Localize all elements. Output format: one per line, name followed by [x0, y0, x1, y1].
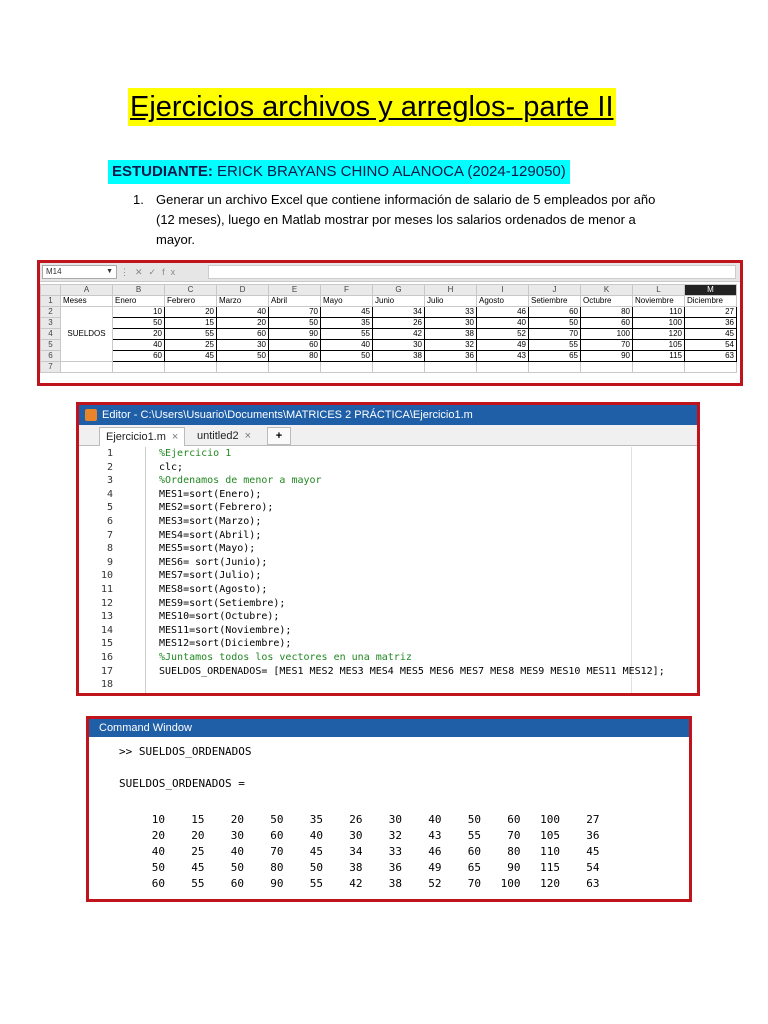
data-cell[interactable]: 120: [633, 329, 685, 340]
cancel-icon[interactable]: ✕: [135, 267, 149, 277]
tab-untitled2[interactable]: [191, 427, 257, 445]
matrix-value: 110: [540, 845, 560, 858]
code-line[interactable]: [79, 488, 697, 502]
code-line[interactable]: [79, 569, 697, 583]
row-number[interactable]: 2: [41, 307, 61, 318]
line-number: 1: [106, 448, 113, 459]
empty-cell[interactable]: [633, 362, 685, 373]
matrix-value: 70: [270, 845, 284, 858]
row-label-cell[interactable]: SUELDOS: [61, 307, 113, 362]
matrix-value: 38: [388, 877, 402, 890]
editor-title: Editor - C:\Users\Usuario\Documents\MATRICES 2 PRÁCTICA\Ejercicio1.m: [102, 409, 473, 421]
header-cell[interactable]: Abril: [269, 296, 321, 307]
matrix-value: 105: [540, 829, 560, 842]
line-number: 3: [106, 475, 113, 487]
data-cell[interactable]: 50: [113, 318, 165, 329]
line-number: 12: [100, 597, 113, 609]
data-cell[interactable]: 50: [321, 351, 373, 362]
name-box-value: M14: [46, 267, 62, 276]
code-text: MES2=sort(Febrero);: [159, 502, 274, 514]
data-cell[interactable]: 40: [321, 340, 373, 351]
editor-titlebar: [79, 405, 697, 425]
matrix-value: 65: [467, 861, 481, 874]
data-cell[interactable]: 27: [685, 307, 737, 318]
code-text: MES3=sort(Marzo);: [159, 516, 262, 527]
more-icon[interactable]: ⋮: [120, 267, 135, 277]
header-cell[interactable]: Marzo: [217, 296, 269, 307]
header-cell[interactable]: Enero: [113, 296, 165, 307]
column-header-d[interactable]: D: [217, 285, 269, 296]
data-cell[interactable]: 30: [217, 340, 269, 351]
data-cell[interactable]: 90: [581, 351, 633, 362]
header-cell[interactable]: Junio: [373, 296, 425, 307]
empty-cell[interactable]: [61, 362, 113, 373]
data-cell[interactable]: 45: [165, 351, 217, 362]
data-cell[interactable]: 20: [217, 318, 269, 329]
code-line[interactable]: [79, 665, 697, 679]
data-cell[interactable]: 45: [685, 329, 737, 340]
empty-cell[interactable]: [165, 362, 217, 373]
table-row: [41, 329, 737, 340]
matrix-value: 55: [309, 877, 323, 890]
result-label: SUELDOS_ORDENADOS =: [119, 777, 245, 790]
data-cell[interactable]: 40: [217, 307, 269, 318]
data-cell[interactable]: 42: [373, 329, 425, 340]
line-number: 5: [106, 502, 113, 514]
matrix-value: 43: [428, 829, 442, 842]
data-cell[interactable]: 49: [477, 340, 529, 351]
data-cell[interactable]: 80: [581, 307, 633, 318]
column-header-h[interactable]: H: [425, 285, 477, 296]
line-number: 18: [100, 679, 113, 691]
add-tab-button[interactable]: +: [267, 427, 291, 445]
column-header-g[interactable]: G: [373, 285, 425, 296]
line-number: 16: [100, 652, 113, 663]
data-cell[interactable]: 70: [581, 340, 633, 351]
code-text: SUELDOS_ORDENADOS= [MES1 MES2 MES3 MES4 MES5 MES6 MES7 MES8 MES9 MES10 MES11 MES12];: [159, 665, 665, 677]
command-prompt: >> SUELDOS_ORDENADOS: [119, 745, 252, 758]
code-text: MES11=sort(Noviembre);: [159, 624, 292, 636]
command-window-title: Command Window: [89, 719, 689, 737]
data-cell[interactable]: 40: [113, 340, 165, 351]
line-number: 4: [106, 488, 113, 500]
matrix-row: [89, 813, 689, 829]
column-header-l[interactable]: L: [633, 285, 685, 296]
data-cell[interactable]: 10: [113, 307, 165, 318]
code-line[interactable]: [79, 447, 697, 461]
matrix-row: [89, 861, 689, 877]
matrix-value: 38: [349, 861, 363, 874]
line-number: 10: [100, 570, 113, 582]
matrix-value: 54: [586, 861, 600, 874]
code-line[interactable]: [79, 583, 697, 597]
empty-cell[interactable]: [217, 362, 269, 373]
matrix-value: 50: [309, 861, 323, 874]
row-number[interactable]: 4: [41, 329, 61, 340]
matrix-value: 34: [349, 845, 363, 858]
code-text: MES10=sort(Octubre);: [159, 611, 280, 623]
matrix-value: 90: [507, 861, 521, 874]
data-cell[interactable]: 60: [581, 318, 633, 329]
student-label: ESTUDIANTE:: [112, 163, 213, 180]
data-cell[interactable]: 80: [269, 351, 321, 362]
code-comment: %Ejercicio 1: [159, 448, 232, 459]
line-number: 17: [100, 665, 113, 677]
matrix-row: [89, 829, 689, 845]
code-text: MES1=sort(Enero);: [159, 488, 262, 500]
data-cell[interactable]: 38: [425, 329, 477, 340]
matrix-value: 70: [507, 829, 521, 842]
matrix-value: 52: [428, 877, 442, 890]
data-cell[interactable]: 25: [165, 340, 217, 351]
code-line[interactable]: [79, 501, 697, 515]
code-line[interactable]: [79, 597, 697, 611]
student-name: ERICK BRAYANS CHINO ALANOCA (2024-129050): [217, 163, 566, 180]
matrix-value: 10: [151, 813, 165, 826]
data-cell[interactable]: 50: [217, 351, 269, 362]
matrix-value: 115: [540, 861, 560, 874]
empty-cell[interactable]: [321, 362, 373, 373]
empty-cell[interactable]: [477, 362, 529, 373]
data-cell[interactable]: 35: [321, 318, 373, 329]
data-cell[interactable]: 115: [633, 351, 685, 362]
matrix-value: 50: [467, 813, 481, 826]
matrix-value: 46: [428, 845, 442, 858]
row-number[interactable]: 3: [41, 318, 61, 329]
line-number: 6: [106, 516, 113, 527]
matrix-value: 55: [467, 829, 481, 842]
data-cell[interactable]: 20: [113, 329, 165, 340]
matrix-value: 100: [540, 813, 560, 826]
code-text: MES4=sort(Abril);: [159, 529, 262, 541]
data-cell[interactable]: 20: [165, 307, 217, 318]
column-header-m[interactable]: M: [685, 285, 737, 296]
matrix-value: 25: [191, 845, 205, 858]
matrix-value: 15: [191, 813, 205, 826]
matrix-value: 80: [507, 845, 521, 858]
matrix-value: 90: [270, 877, 284, 890]
header-cell[interactable]: Octubre: [581, 296, 633, 307]
matrix-value: 36: [586, 829, 600, 842]
matrix-value: 50: [270, 813, 284, 826]
matrix-value: 36: [388, 861, 402, 874]
matlab-editor: [76, 402, 700, 696]
matrix-value: 30: [388, 813, 402, 826]
matlab-editor-icon: [85, 409, 97, 421]
code-line[interactable]: [79, 556, 697, 570]
matrix-value: 30: [349, 829, 363, 842]
matrix-value: 45: [191, 861, 205, 874]
empty-cell[interactable]: [269, 362, 321, 373]
code-text: MES9=sort(Setiembre);: [159, 597, 286, 609]
table-row: [41, 307, 737, 318]
data-cell[interactable]: 110: [633, 307, 685, 318]
code-text: MES5=sort(Mayo);: [159, 543, 256, 555]
page-title: Ejercicios archivos y arreglos- parte II: [128, 88, 616, 126]
data-cell[interactable]: 34: [373, 307, 425, 318]
close-icon[interactable]: ×: [171, 431, 179, 443]
matrix-value: 60: [467, 845, 481, 858]
matrix-value: 55: [191, 877, 205, 890]
matrix-value: 20: [151, 829, 165, 842]
empty-cell[interactable]: [685, 362, 737, 373]
code-line[interactable]: [79, 474, 697, 488]
matrix-row: [89, 877, 689, 893]
data-cell[interactable]: 55: [165, 329, 217, 340]
matrix-value: 20: [230, 813, 244, 826]
data-cell[interactable]: 60: [529, 307, 581, 318]
code-line[interactable]: [79, 515, 697, 529]
column-header-a[interactable]: A: [61, 285, 113, 296]
matrix-value: 40: [230, 845, 244, 858]
data-cell[interactable]: 63: [685, 351, 737, 362]
close-icon[interactable]: ×: [244, 430, 252, 442]
data-cell[interactable]: 70: [529, 329, 581, 340]
matrix-value: 100: [500, 877, 521, 890]
matrix-value: 40: [309, 829, 323, 842]
matrix-value: 50: [151, 861, 165, 874]
data-cell[interactable]: 90: [269, 329, 321, 340]
data-cell[interactable]: 38: [373, 351, 425, 362]
code-text: MES12=sort(Diciembre);: [159, 638, 292, 650]
table-row: [41, 340, 737, 351]
column-header-c[interactable]: C: [165, 285, 217, 296]
line-number: 8: [106, 543, 113, 555]
code-text: MES6= sort(Junio);: [159, 556, 268, 568]
task-text: Generar un archivo Excel que contiene información de salario de 5 empleados por año (12 meses), luego en Matlab mostrar por meses los salarios ordenados de menor a mayor.: [156, 192, 656, 247]
table-row: [41, 351, 737, 362]
task-number: 1.: [133, 192, 144, 207]
matrix-value: 35: [309, 813, 323, 826]
code-line[interactable]: [79, 461, 697, 475]
code-line[interactable]: [79, 610, 697, 624]
code-text: MES7=sort(Julio);: [159, 570, 262, 582]
matrix-value: 60: [270, 829, 284, 842]
editor-tabs: [79, 425, 697, 446]
row-number[interactable]: 5: [41, 340, 61, 351]
header-cell[interactable]: Agosto: [477, 296, 529, 307]
code-line[interactable]: [79, 529, 697, 543]
tab-label: Ejercicio1.m: [106, 431, 166, 443]
column-header-b[interactable]: B: [113, 285, 165, 296]
data-cell[interactable]: 36: [685, 318, 737, 329]
code-line[interactable]: [79, 637, 697, 651]
data-cell[interactable]: 65: [529, 351, 581, 362]
empty-cell[interactable]: [529, 362, 581, 373]
data-cell[interactable]: 50: [269, 318, 321, 329]
matrix-value: 80: [270, 861, 284, 874]
excel-sheet: [37, 260, 743, 386]
formula-bar: [40, 263, 740, 282]
matrix-value: 40: [151, 845, 165, 858]
matrix-value: 60: [507, 813, 521, 826]
code-text: MES8=sort(Agosto);: [159, 584, 268, 595]
code-line[interactable]: [79, 678, 697, 692]
empty-cell[interactable]: [581, 362, 633, 373]
fx-icon[interactable]: fx: [162, 267, 182, 277]
data-cell[interactable]: 105: [633, 340, 685, 351]
column-header-f[interactable]: F: [321, 285, 373, 296]
matrix-value: 26: [349, 813, 363, 826]
code-comment: %Juntamos todos los vectores en una matriz: [159, 652, 412, 663]
matrix-value: 33: [388, 845, 402, 858]
matrix-value: 20: [191, 829, 205, 842]
line-number: 11: [100, 584, 113, 595]
header-cell[interactable]: Mayo: [321, 296, 373, 307]
row-number[interactable]: 1: [41, 296, 61, 307]
data-cell[interactable]: 55: [321, 329, 373, 340]
header-cell[interactable]: Noviembre: [633, 296, 685, 307]
matrix-value: 70: [467, 877, 481, 890]
data-cell[interactable]: 40: [477, 318, 529, 329]
spreadsheet-grid: [40, 284, 737, 373]
header-cell[interactable]: Meses: [61, 296, 113, 307]
line-number: 2: [106, 461, 113, 473]
formula-icons: [120, 265, 181, 279]
code-comment: %Ordenamos de menor a mayor: [159, 475, 322, 487]
code-line[interactable]: [79, 651, 697, 665]
data-cell[interactable]: 100: [581, 329, 633, 340]
data-cell[interactable]: 43: [477, 351, 529, 362]
matrix-value: 49: [428, 861, 442, 874]
data-cell[interactable]: 46: [477, 307, 529, 318]
data-cell[interactable]: 33: [425, 307, 477, 318]
header-cell[interactable]: Diciembre: [685, 296, 737, 307]
matrix-value: 60: [230, 877, 244, 890]
matrix-value: 50: [230, 861, 244, 874]
data-cell[interactable]: 60: [113, 351, 165, 362]
header-cell[interactable]: Julio: [425, 296, 477, 307]
empty-cell[interactable]: [373, 362, 425, 373]
data-cell[interactable]: 30: [373, 340, 425, 351]
line-number: 14: [100, 624, 113, 636]
column-header-k[interactable]: K: [581, 285, 633, 296]
data-cell[interactable]: 36: [425, 351, 477, 362]
table-row: [41, 318, 737, 329]
matrix-value: 27: [586, 813, 600, 826]
line-number: 13: [100, 611, 113, 623]
data-cell[interactable]: 45: [321, 307, 373, 318]
select-all-corner[interactable]: [41, 285, 61, 296]
matrix-value: 60: [151, 877, 165, 890]
student-line: [108, 160, 570, 184]
tab-label: untitled2: [197, 430, 239, 442]
line-number: 9: [106, 556, 113, 568]
data-cell[interactable]: 26: [373, 318, 425, 329]
code-text: clc;: [159, 461, 184, 473]
matrix-value: 45: [586, 845, 600, 858]
empty-cell[interactable]: [425, 362, 477, 373]
data-cell[interactable]: 52: [477, 329, 529, 340]
column-header-i[interactable]: I: [477, 285, 529, 296]
formula-input[interactable]: [208, 265, 736, 279]
matrix-value: 32: [388, 829, 402, 842]
data-cell[interactable]: 60: [217, 329, 269, 340]
matrix-value: 63: [586, 877, 600, 890]
code-line[interactable]: [79, 542, 697, 556]
data-cell[interactable]: 30: [425, 318, 477, 329]
row-number[interactable]: 6: [41, 351, 61, 362]
data-cell[interactable]: 50: [529, 318, 581, 329]
line-number: 15: [100, 638, 113, 650]
empty-cell[interactable]: [113, 362, 165, 373]
matrix-value: 30: [230, 829, 244, 842]
row-number[interactable]: 7: [41, 362, 61, 373]
header-cell[interactable]: Febrero: [165, 296, 217, 307]
data-cell[interactable]: 70: [269, 307, 321, 318]
line-number: 7: [106, 529, 113, 541]
header-cell[interactable]: Setiembre: [529, 296, 581, 307]
column-header-j[interactable]: J: [529, 285, 581, 296]
matrix-row: [89, 845, 689, 861]
matrix-value: 42: [349, 877, 363, 890]
data-cell[interactable]: 55: [529, 340, 581, 351]
matrix-value: 40: [428, 813, 442, 826]
tab-ejercicio1[interactable]: [99, 427, 185, 446]
command-window: [86, 716, 692, 902]
data-cell[interactable]: 32: [425, 340, 477, 351]
column-header-e[interactable]: E: [269, 285, 321, 296]
data-cell[interactable]: 54: [685, 340, 737, 351]
chevron-down-icon[interactable]: ▼: [106, 268, 113, 275]
data-cell[interactable]: 100: [633, 318, 685, 329]
data-cell[interactable]: 15: [165, 318, 217, 329]
name-box[interactable]: [42, 265, 117, 279]
code-line[interactable]: [79, 624, 697, 638]
matrix-value: 45: [309, 845, 323, 858]
check-icon[interactable]: ✓: [148, 267, 163, 277]
matrix-value: 120: [540, 877, 560, 890]
data-cell[interactable]: 60: [269, 340, 321, 351]
